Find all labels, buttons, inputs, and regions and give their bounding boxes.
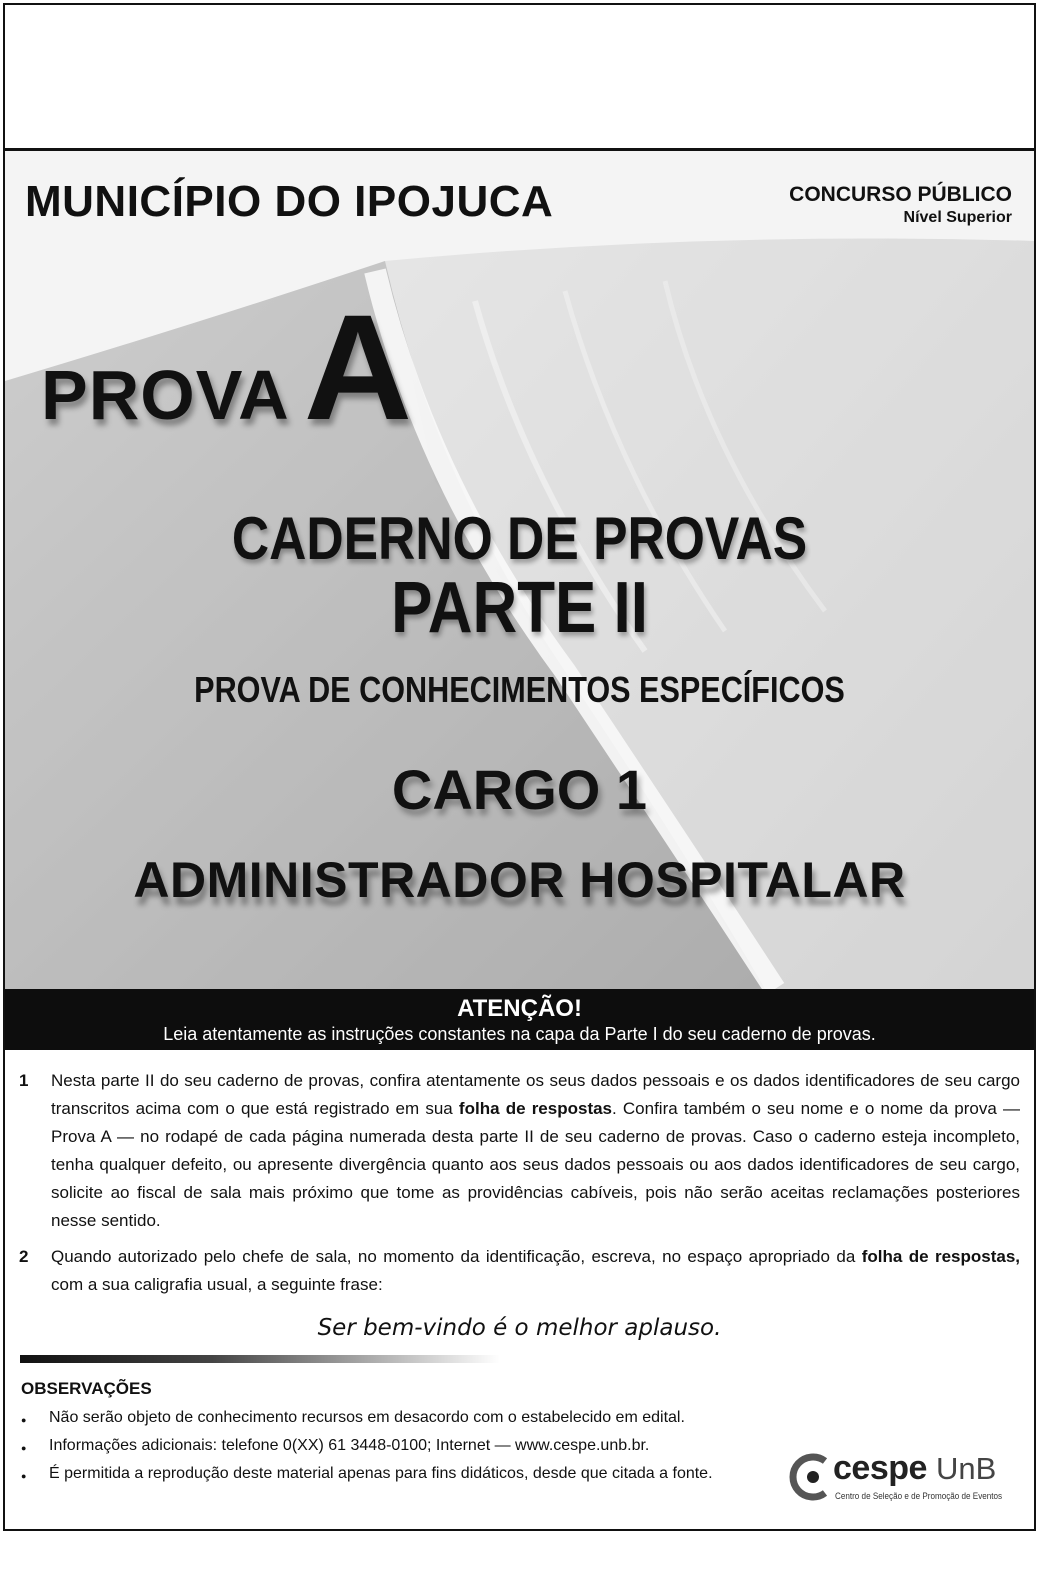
handwriting-phrase: Ser bem-vindo é o melhor aplauso. <box>317 1315 722 1341</box>
page-frame <box>3 3 1036 1531</box>
prova-letter: A <box>303 283 413 451</box>
observations-title: OBSERVAÇÕES <box>21 1379 152 1398</box>
prova-subtitle: PROVA DE CONHECIMENTOS ESPECÍFICOS <box>194 669 845 710</box>
instructions-list <box>19 1067 1020 1307</box>
prova-title <box>41 281 412 454</box>
cargo-label: CARGO 1 <box>391 758 648 821</box>
logo-unb-text: UnB <box>936 1451 997 1486</box>
instruction-number: 2 <box>19 1247 29 1266</box>
observation-item: ● É permitida a reprodução deste material apenas para fins didáticos, desde que citada a fonte. <box>21 1463 794 1485</box>
cespe-unb-logo <box>789 1449 1019 1509</box>
observation-item: ● Informações adicionais: telefone 0(XX) 61 3448-0100; Internet — www.cespe.unb.br. <box>21 1435 794 1457</box>
instruction-number: 1 <box>19 1071 29 1090</box>
observations-list <box>21 1407 794 1491</box>
cover-area <box>5 151 1034 989</box>
logo-cespe-text: cespe <box>833 1449 927 1487</box>
observation-item: ● Não serão objeto de conhecimento recursos em desacordo com o estabelecido em edital. <box>21 1407 794 1429</box>
attention-text: Leia atentamente as instruções constantes na capa da Parte I do seu caderno de provas. <box>163 1024 876 1044</box>
instruction-bold: folha de respostas <box>458 1099 613 1118</box>
cespe-logo-icon <box>789 1451 831 1503</box>
caderno-title <box>77 505 962 648</box>
exam-type-label: CONCURSO PÚBLICO <box>789 183 1012 206</box>
level-label: Nível Superior <box>903 209 1012 226</box>
instruction-text: . Confira também o seu nome e o nome da prova — Prova A — no rodapé de cada página numerada desta parte II de seu caderno de provas. Caso o caderno esteja incompleto, tenha qualquer defeito, ou apresente divergência quanto aos seus dados pessoais ou aos dados identificadores de seu cargo, solicite ao fiscal de sala mais próximo que tome as providências cabíveis, pois não serão aceitas reclamações posteriores nesse sentido. <box>51 1099 1020 1230</box>
cargo-name: ADMINISTRADOR HOSPITALAR <box>133 852 906 908</box>
section-divider <box>20 1355 500 1363</box>
caderno-line2: PARTE II <box>391 568 648 648</box>
prova-word: PROVA <box>41 356 290 434</box>
logo-tagline: Centro de Seleção e de Promoção de Eventos <box>835 1491 1003 1501</box>
attention-banner <box>5 989 1034 1050</box>
instruction-item <box>19 1243 1020 1299</box>
instruction-text: com a sua caligrafia usual, a seguinte frase: <box>51 1275 383 1294</box>
blank-header-box <box>5 5 1034 151</box>
attention-title: ATENÇÃO! <box>457 995 582 1022</box>
instruction-bold: folha de respostas, <box>861 1247 1020 1266</box>
caderno-line1: CADERNO DE PROVAS <box>231 505 808 572</box>
instruction-text: Nesta parte II do seu caderno de provas, confira atentamente os seus dados pessoais e os dados identificadores de seu cargo transcritos acima com o que está registrado em sua <box>51 1071 1020 1118</box>
municipality-title: MUNICÍPIO DO IPOJUCA <box>25 177 554 226</box>
instruction-item <box>19 1067 1020 1235</box>
instruction-text: Quando autorizado pelo chefe de sala, no momento da identificação, escreva, no espaço apropriado da <box>51 1247 862 1266</box>
